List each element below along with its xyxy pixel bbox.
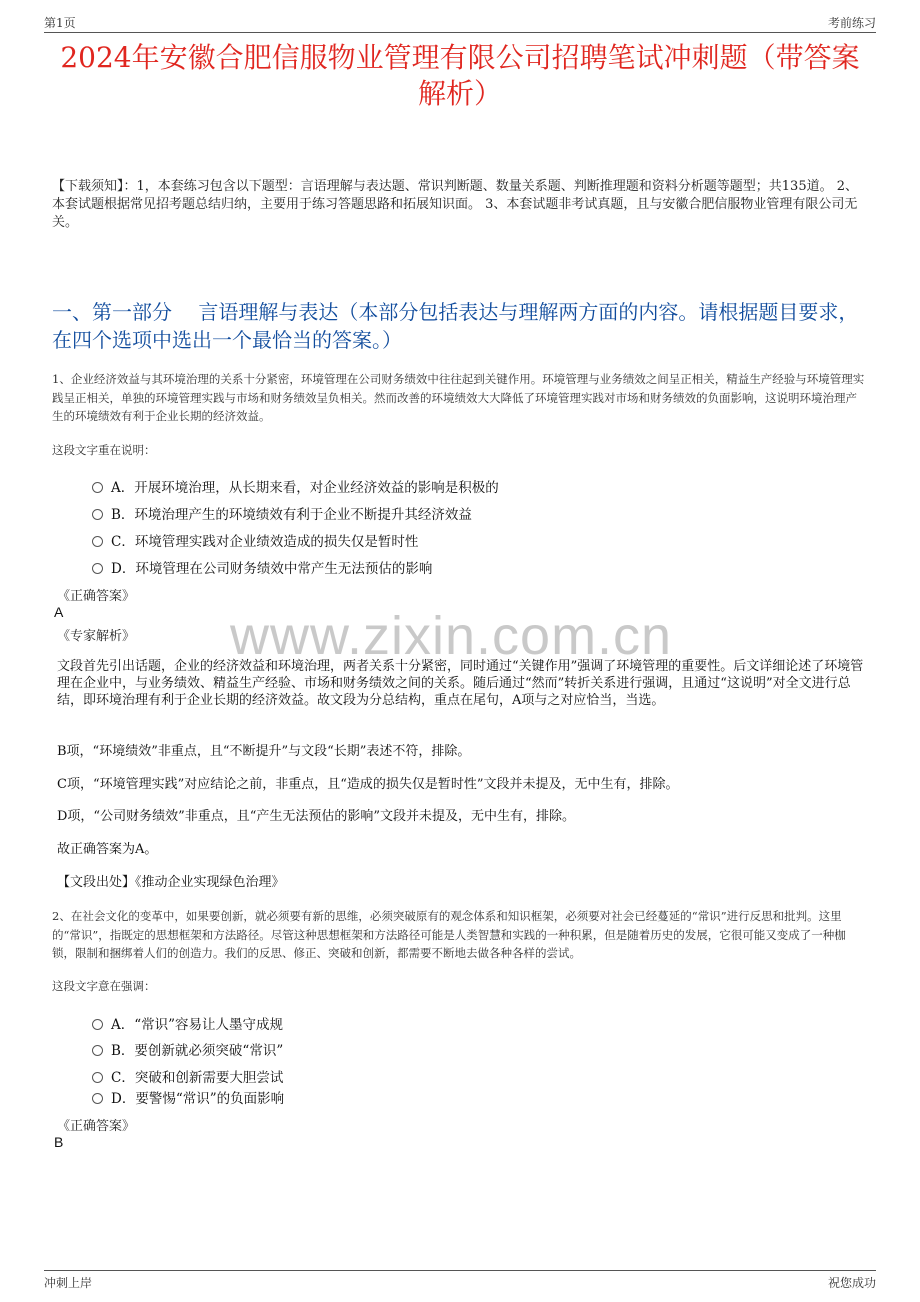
question-2-prompt: 这段文字意在强调： (52, 979, 156, 993)
correct-answer-value: B (54, 1134, 64, 1150)
expert-analysis-label: 《专家解析》 (57, 629, 136, 644)
option-text: A．“常识”容易让人墨守成规 (111, 1017, 284, 1033)
radio-icon[interactable] (92, 536, 103, 547)
radio-icon[interactable] (92, 1072, 103, 1083)
option-text: C．环境管理实践对企业绩效造成的损失仅是暂时性 (111, 534, 419, 550)
header-tag: 考前练习 (827, 16, 876, 30)
analysis-paragraph: D项，“公司财务绩效”非重点，且“产生无法预估的影响”文段并未提及，无中生有，排除。 (57, 809, 576, 824)
radio-icon[interactable] (92, 1093, 103, 1104)
option-text: A．开展环境治理，从长期来看，对企业经济效益的影响是积极的 (111, 480, 499, 496)
radio-icon[interactable] (92, 482, 103, 493)
option-text: D．要警惕“常识”的负面影响 (111, 1091, 285, 1107)
document-title: 2024年安徽合肥信服物业管理有限公司招聘笔试冲刺题（带答案解析） (60, 41, 860, 110)
source-citation: 【文段出处】《推动企业实现绿色治理》 (57, 875, 285, 890)
watermark: www.zixin.com.cn (230, 606, 673, 666)
correct-answer-label: 《正确答案》 (57, 589, 136, 604)
footer-right-text: 祝您成功 (827, 1276, 876, 1290)
correct-answer-label: 《正确答案》 (57, 1119, 136, 1134)
page-footer (44, 1270, 876, 1293)
radio-icon[interactable] (92, 1045, 103, 1056)
download-notice: 【下载须知】：1，本套练习包含以下题型：言语理解与表达题、常识判断题、数量关系题、判断推理题和资料分析题等题型；共135道。 2、本套试题根据常见招考题总结归纳，主要用于练习答题思路和拓展知识面。 3、本套试题非考试真题，且与安徽合肥信服物业管理有限公司无关。 (52, 179, 858, 230)
page-number: 第1页 (44, 16, 76, 30)
radio-icon[interactable] (92, 563, 103, 574)
option-text: B．要创新就必须突破“常识” (111, 1043, 284, 1059)
option-text: B．环境治理产生的环境绩效有利于企业不断提升其经济效益 (111, 507, 472, 523)
section-heading: 一、第一部分 言语理解与表达（本部分包括表达与理解两方面的内容。请根据题目要求，在四个选项中选出一个最恰当的答案。） (52, 300, 859, 352)
analysis-conclusion: 故正确答案为A。 (57, 842, 158, 857)
option-text: C．突破和创新需要大胆尝试 (111, 1070, 284, 1086)
page-header (44, 12, 876, 33)
radio-icon[interactable] (92, 509, 103, 520)
q1-option-c[interactable] (92, 530, 418, 550)
analysis-paragraph: 文段首先引出话题，企业的经济效益和环境治理，两者关系十分紧密，同时通过“关键作用”强调了环境管理的重要性。后文详细论述了环境管理在企业中，与业务绩效、精益生产经验、市场和财务绩效之间的关系。随后通过“然而”转折关系进行强调，且通过“这说明”对全文进行总结，即环境治理有利于企业长期的经济效益。故文段为分总结构，重点在尾句，A项与之对应恰当，当选。 (57, 659, 864, 708)
q1-option-b[interactable] (92, 503, 472, 523)
q2-option-a[interactable] (92, 1013, 283, 1033)
analysis-paragraph: B项，“环境绩效”非重点，且“不断提升”与文段“长期”表述不符，排除。 (57, 744, 471, 759)
question-2-stem: 2、在社会文化的变革中，如果要创新，就必须要有新的思维，必须突破原有的观念体系和知识框架，必须要对社会已经蔓延的“常识”进行反思和批判。这里的“常识”，指既定的思想框架和方法路径。尽管这种思想框架和方法路径可能是人类智慧和实践的一种积累，但是随着历史的发展，它很可能又变成了一种枷锁，限制和捆绑着人们的创造力。我们的反思、修正、突破和创新，都需要不断地去做各种各样的尝试。 (52, 909, 846, 960)
q2-option-d[interactable] (92, 1087, 284, 1107)
q2-option-c[interactable] (92, 1066, 283, 1086)
question-1-prompt: 这段文字重在说明： (52, 443, 156, 457)
q1-option-d[interactable] (92, 557, 432, 577)
analysis-paragraph: C项，“环境管理实践”对应结论之前，非重点，且“造成的损失仅是暂时性”文段并未提及，无中生有，排除。 (57, 777, 679, 792)
radio-icon[interactable] (92, 1019, 103, 1030)
option-text: D．环境管理在公司财务绩效中常产生无法预估的影响 (111, 561, 433, 577)
q2-option-b[interactable] (92, 1039, 283, 1059)
question-1-stem: 1、企业经济效益与其环境治理的关系十分紧密，环境管理在公司财务绩效中往往起到关键作用。环境管理与业务绩效之间呈正相关，精益生产经验与环境管理实践呈正相关，单独的环境管理实践与市场和财务绩效呈负相关。然而改善的环境绩效大大降低了环境管理实践对市场和财务绩效的负面影响，这说明环境治理产生的环境绩效有利于企业长期的经济效益。 (52, 372, 865, 423)
footer-left-text: 冲刺上岸 (44, 1276, 93, 1290)
q1-option-a[interactable] (92, 476, 499, 496)
correct-answer-value: A (54, 604, 64, 620)
